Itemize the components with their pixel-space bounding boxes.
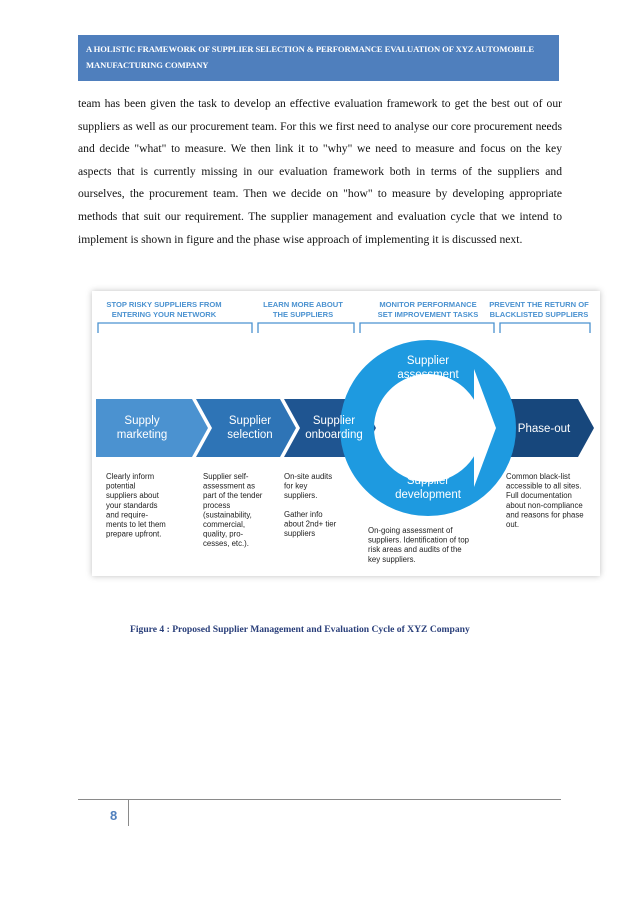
chevron-supply-marketing <box>96 399 208 457</box>
description-marketing-line: prepare upfront. <box>106 529 162 539</box>
descriptions <box>106 472 584 564</box>
stage-supply-line-1: Supply <box>124 415 160 427</box>
description-selection-line: cesses, etc.). <box>203 539 249 549</box>
description-marketing-line: potential <box>106 481 136 491</box>
description-selection-line: quality, pro- <box>203 529 244 539</box>
top-label-4-line-1: PREVENT THE RETURN OF <box>489 300 589 309</box>
stage-phase-out: Phase-out <box>517 423 571 435</box>
chevron-supplier-selection <box>196 399 296 457</box>
description-selection-line: (sustainability, <box>203 510 252 520</box>
stage-supply-line-2: marketing <box>116 429 168 441</box>
description-selection-line: Supplier self- <box>203 472 249 481</box>
description-marketing-line: suppliers about <box>106 491 159 501</box>
description-phaseout-line: and reasons for phase <box>506 510 584 520</box>
description-phaseout-line: accessible to all sites. <box>506 481 582 491</box>
description-onboarding-b-line: Gather info <box>284 510 323 519</box>
stage-development-line-1: Supplier <box>406 475 450 487</box>
cycle-diagram <box>92 291 600 576</box>
top-label-2-line-2: THE SUPPLIERS <box>272 310 334 319</box>
top-brackets <box>98 323 590 333</box>
top-label-2-line-1: LEARN MORE ABOUT <box>263 300 343 309</box>
description-marketing-line: your standards <box>106 500 158 510</box>
description-development-line: suppliers. Identification of top <box>368 535 469 545</box>
stage-onboarding-line-1: Supplier <box>312 415 356 427</box>
header-line-1: A HOLISTIC FRAMEWORK OF SUPPLIER SELECTION & PERFORMANCE EVALUATION OF XYZ AUTOMOBILE <box>86 44 535 54</box>
description-onboarding-b-line: about 2nd+ tier <box>284 519 337 529</box>
description-phaseout-line: about non-compliance <box>506 500 583 510</box>
description-marketing-line: ments to let them <box>106 520 166 529</box>
description-selection-line: part of the tender <box>203 491 263 501</box>
page-number: 8 <box>110 808 118 823</box>
description-onboarding-a-line: suppliers. <box>284 491 318 501</box>
description-development-line: key suppliers. <box>368 554 416 564</box>
footer-divider <box>78 799 561 800</box>
description-selection-line: commercial, <box>203 520 246 529</box>
description-selection-line: process <box>203 500 231 510</box>
description-phaseout-line: Full documentation <box>506 491 572 501</box>
description-onboarding-a-line: On-site audits <box>284 472 333 481</box>
description-onboarding-a-line: for key <box>284 481 308 491</box>
top-label-3-line-2: SET IMPROVEMENT TASKS <box>377 310 479 319</box>
running-header <box>78 35 559 81</box>
stage-assessment-line-2: assessment <box>397 369 459 381</box>
stage-assessment-line-1: Supplier <box>406 355 450 367</box>
page-number-divider <box>128 800 129 826</box>
stage-selection-line-2: selection <box>227 429 273 441</box>
body-text <box>78 93 562 251</box>
description-marketing-line: and require- <box>106 510 149 520</box>
figure-supplier-cycle <box>92 291 600 576</box>
top-label-1-line-1: STOP RISKY SUPPLIERS FROM <box>106 300 222 309</box>
description-selection-line: assessment as <box>203 481 256 491</box>
description-phaseout-line: Common black-list <box>506 472 571 481</box>
top-label-3-line-1: MONITOR PERFORMANCE <box>379 300 477 309</box>
description-onboarding-b-line: suppliers <box>284 529 316 539</box>
stage-selection-line-1: Supplier <box>228 415 272 427</box>
stage-development-line-2: development <box>395 489 461 501</box>
header-line-2: MANUFACTURING COMPANY <box>86 60 209 70</box>
top-label-1-line-2: ENTERING YOUR NETWORK <box>111 310 217 319</box>
description-phaseout-line: out. <box>506 520 520 529</box>
top-label-4-line-2: BLACKLISTED SUPPLIERS <box>489 310 589 319</box>
description-development-line: On-going assessment of <box>368 526 453 535</box>
description-development-line: risk areas and audits of the <box>368 545 462 555</box>
figure-caption: Figure 4 : Proposed Supplier Management and Evaluation Cycle of XYZ Company <box>130 624 470 635</box>
stage-onboarding-line-2: onboarding <box>305 429 363 441</box>
paragraph: team has been given the task to develop an effective evaluation framework to get the best out of our suppliers as well as our procurement team. For this we first need to analyse our core procurement needs and decide "what" to measure. We then link it to "why" we need to measure and focus on the key aspects that is currently missing in our evaluation framework both in terms of the suppliers and ourselves, the procurement team. Then we decide on "how" to measure by developing appropriate methods that suit our requirement. The supplier management and evaluation cycle that we intend to implement is shown in figure and the phase wise approach of implementing it is discussed next. <box>78 97 562 246</box>
description-marketing-line: Clearly inform <box>106 472 155 481</box>
